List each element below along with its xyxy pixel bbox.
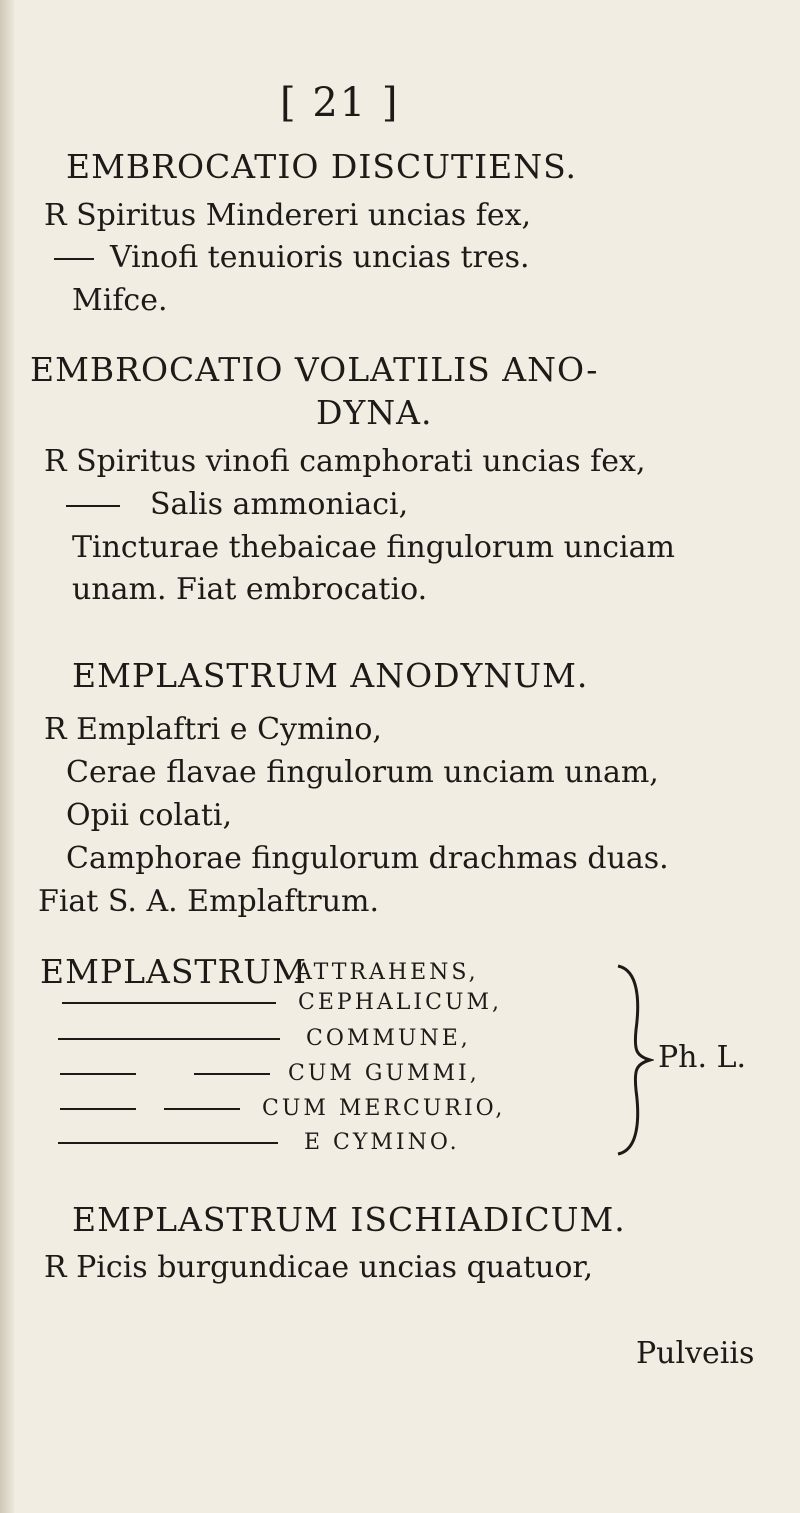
ditto-rule: [194, 1073, 270, 1075]
ditto-rule: [60, 1108, 136, 1110]
page-number: [ 21 ]: [280, 80, 400, 126]
recipe-line: Mifce.: [72, 283, 168, 318]
recipe-line: R Emplaftri e Cymino,: [44, 712, 382, 747]
recipe-line: R Picis burgundicae uncias quatuor,: [44, 1250, 594, 1285]
heading-emplastrum: EMPLASTRUM: [40, 952, 307, 991]
heading-embrocatio-volatilis: EMBROCATIO VOLATILIS ANO-: [30, 350, 599, 389]
recipe-line: [54, 240, 530, 275]
recipe-line: R Spiritus vinofi camphorati uncias fex,: [44, 444, 646, 479]
ditto-rule: [164, 1108, 240, 1110]
recipe-line: [66, 487, 408, 522]
recipe-line-text: Vinofi tenuioris uncias tres.: [110, 240, 530, 275]
ditto-rule: [62, 1002, 276, 1004]
ditto-dash: [54, 258, 94, 260]
recipe-line: unam. Fiat embrocatio.: [72, 572, 428, 607]
curly-brace: [612, 960, 654, 1160]
source-reference: Ph. L.: [658, 1040, 747, 1075]
catchword: Pulveiis: [636, 1336, 755, 1371]
recipe-line: R Spiritus Mindereri uncias fex,: [44, 198, 532, 233]
variant-label: E CYMINO.: [304, 1130, 460, 1155]
ditto-dash: [66, 505, 120, 507]
recipe-line-text: Salis ammoniaci,: [150, 487, 409, 522]
recipe-line: Camphorae fingulorum drachmas duas.: [66, 841, 669, 876]
heading-emplastrum-ischiadicum: EMPLASTRUM ISCHIADICUM.: [72, 1200, 626, 1239]
variant-label: CUM MERCURIO,: [262, 1096, 506, 1121]
recipe-line: Opii colati,: [66, 798, 233, 833]
recipe-line: Tincturae thebaicae fingulorum unciam: [72, 530, 675, 565]
ditto-rule: [58, 1142, 278, 1144]
variant-label: CUM GUMMI,: [288, 1061, 480, 1086]
heading-embrocatio-volatilis-cont: DYNA.: [316, 393, 433, 432]
ditto-rule: [58, 1038, 280, 1040]
variant-label: COMMUNE,: [306, 1026, 471, 1051]
heading-emplastrum-anodynum: EMPLASTRUM ANODYNUM.: [72, 656, 589, 695]
recipe-line: Fiat S. A. Emplaftrum.: [38, 884, 380, 919]
variant-label: CEPHALICUM,: [298, 990, 502, 1015]
ditto-rule: [60, 1073, 136, 1075]
heading-embrocatio-discutiens: EMBROCATIO DISCUTIENS.: [66, 147, 577, 186]
page-binding-edge: [0, 0, 14, 1513]
heading-emplastrum-suffix: ATTRAHENS,: [296, 960, 479, 985]
recipe-line: Cerae flavae fingulorum unciam unam,: [66, 755, 659, 790]
